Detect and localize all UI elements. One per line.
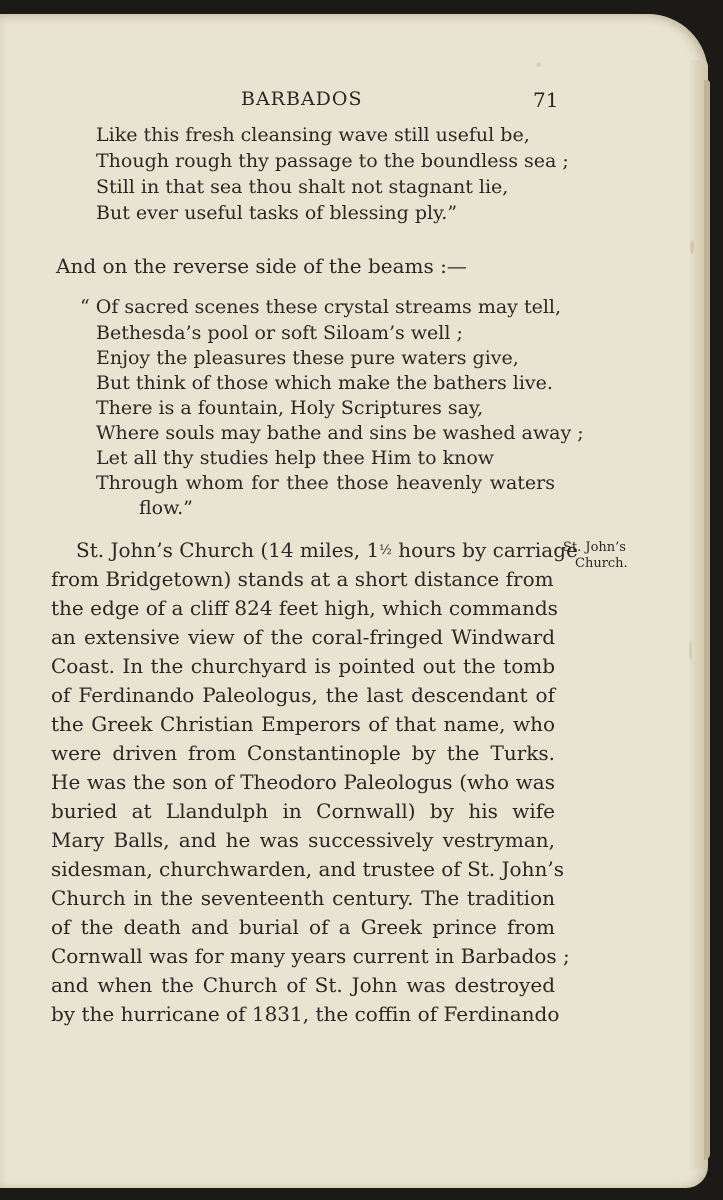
paragraph-line: sidesman, churchwarden, and trustee of St. John’s xyxy=(51,857,564,881)
poem-line: But think of those which make the bathers live. xyxy=(96,372,553,394)
running-head xyxy=(0,88,723,114)
paragraph-line: Coast. In the churchyard is pointed out the tomb xyxy=(51,654,555,678)
paragraph-text: hours by carriage xyxy=(391,538,578,562)
fraction: ½ xyxy=(379,543,392,558)
poem-line: “ Of sacred scenes these crystal streams may tell, xyxy=(80,296,562,318)
paragraph-line xyxy=(76,538,578,562)
poem-line: Let all thy studies help thee Him to know xyxy=(96,447,495,469)
paragraph-line: from Bridgetown) stands at a short distance from xyxy=(51,567,554,591)
poem-line: There is a fountain, Holy Scriptures say, xyxy=(96,397,484,419)
poem-line: But ever useful tasks of blessing ply.” xyxy=(96,202,458,224)
page-number: 71 xyxy=(533,88,559,112)
paragraph-line: the edge of a cliff 824 feet high, which commands xyxy=(51,596,558,620)
poem-line: Where souls may bathe and sins be washed away ; xyxy=(96,422,584,444)
poem-line: Still in that sea thou shalt not stagnant lie, xyxy=(96,176,509,198)
paragraph-line: of the death and burial of a Greek prince from xyxy=(51,915,555,939)
paragraph-line: an extensive view of the coral-fringed Windward xyxy=(51,625,555,649)
paragraph-text: St. John’s Church (14 miles, 1 xyxy=(76,538,380,562)
paragraph-line: Church in the seventeenth century. The tradition xyxy=(51,886,555,910)
poem-line: Like this fresh cleansing wave still useful be, xyxy=(96,124,530,146)
paragraph-line: He was the son of Theodoro Paleologus (who was xyxy=(51,770,555,794)
paragraph-line: of Ferdinando Paleologus, the last descendant of xyxy=(51,683,555,707)
poem-line: Enjoy the pleasures these pure waters give, xyxy=(96,347,519,369)
margin-note-line: Church. xyxy=(575,556,628,571)
paragraph-line: Mary Balls, and he was successively vestryman, xyxy=(51,828,555,852)
paper-spot xyxy=(536,62,541,67)
paragraph-line: by the hurricane of 1831, the coffin of Ferdinando xyxy=(51,1002,560,1026)
paragraph-line: and when the Church of St. John was destroyed xyxy=(51,973,555,997)
paper-spot xyxy=(690,240,694,254)
poem-line: Though rough thy passage to the boundless sea ; xyxy=(96,150,569,172)
poem-line: Through whom for thee those heavenly waters xyxy=(96,472,555,494)
paper-spot xyxy=(689,640,692,660)
running-head-title: BARBADOS xyxy=(241,88,363,110)
intro-line: And on the reverse side of the beams :— xyxy=(56,254,467,278)
poem-line: flow.” xyxy=(139,497,193,519)
paragraph-line: buried at Llandulph in Cornwall) by his wife xyxy=(51,799,555,823)
paragraph-line: Cornwall was for many years current in Barbados ; xyxy=(51,944,570,968)
poem-line: Bethesda’s pool or soft Siloam’s well ; xyxy=(96,322,463,344)
margin-note-line: St. John’s xyxy=(563,540,626,555)
paragraph-line: the Greek Christian Emperors of that name, who xyxy=(51,712,555,736)
page-edge-shadow xyxy=(704,80,710,1160)
paragraph-line: were driven from Constantinople by the Turks. xyxy=(51,741,555,765)
